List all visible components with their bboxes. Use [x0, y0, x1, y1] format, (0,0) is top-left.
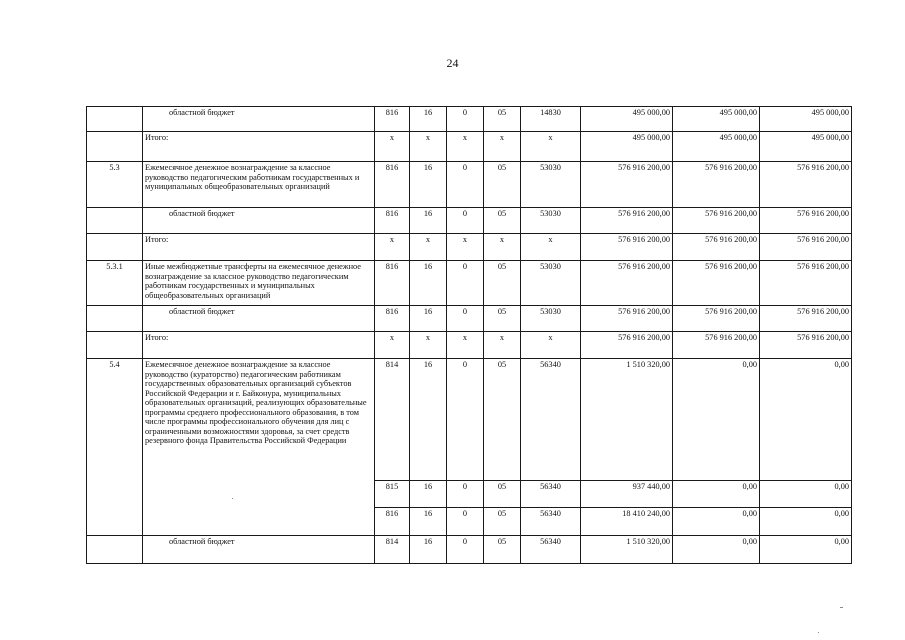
row-number-cell [87, 536, 143, 564]
table-row [87, 332, 852, 359]
amount-year2-cell: 576 916 200,00 [673, 306, 760, 332]
grbs-code-cell: 816 [375, 107, 410, 132]
amount-year3-cell: 0,00 [760, 536, 852, 564]
description-cell: областной бюджет [143, 306, 375, 332]
amount-year2-cell: 0,00 [673, 536, 760, 564]
amount-year2-cell: 0,00 [673, 481, 760, 508]
row-number-cell [87, 332, 143, 359]
amount-year3-cell: 576 916 200,00 [760, 162, 852, 208]
description-cell: областной бюджет [143, 208, 375, 234]
expense-type-cell: 56340 [521, 359, 581, 481]
row-number-cell: 5.3 [87, 162, 143, 208]
grbs-code-cell: x [375, 234, 410, 261]
amount-year1-cell: 576 916 200,00 [581, 261, 673, 306]
scan-speck [232, 498, 233, 499]
amount-year1-cell: 937 440,00 [581, 481, 673, 508]
expense-type-cell: 53030 [521, 261, 581, 306]
table-row [87, 162, 852, 208]
description-cell: Ежемесячное денежное вознаграждение за классное руководство педагогическим работникам государственных и муниципальных общеобразовательных организаций [143, 162, 375, 208]
expense-type-cell: 56340 [521, 481, 581, 508]
target-code-cell: 05 [484, 208, 521, 234]
description-cell: Итого: [143, 132, 375, 162]
amount-year1-cell: 495 000,00 [581, 107, 673, 132]
section-code-cell: x [410, 234, 447, 261]
amount-year1-cell: 1 510 320,00 [581, 536, 673, 564]
budget-table [86, 106, 852, 564]
table-row [87, 234, 852, 261]
grbs-code-cell: 816 [375, 306, 410, 332]
target-code-cell: x [484, 234, 521, 261]
description-cell: областной бюджет [143, 107, 375, 132]
subsection-code-cell: 0 [447, 481, 484, 508]
description-cell: Итого: [143, 332, 375, 359]
table-row [87, 306, 852, 332]
row-number-cell [87, 234, 143, 261]
grbs-code-cell: 815 [375, 481, 410, 508]
expense-type-cell: x [521, 234, 581, 261]
amount-year2-cell: 0,00 [673, 359, 760, 481]
table-row [87, 261, 852, 306]
section-code-cell: 16 [410, 536, 447, 564]
amount-year1-cell: 576 916 200,00 [581, 332, 673, 359]
description-cell: областной бюджет [143, 536, 375, 564]
target-code-cell: 05 [484, 306, 521, 332]
expense-type-cell: 53030 [521, 208, 581, 234]
amount-year2-cell: 576 916 200,00 [673, 234, 760, 261]
target-code-cell: 05 [484, 261, 521, 306]
amount-year2-cell: 0,00 [673, 508, 760, 536]
amount-year2-cell: 576 916 200,00 [673, 162, 760, 208]
section-code-cell: 16 [410, 481, 447, 508]
description-cell: Ежемесячное денежное вознаграждение за классное руководство (кураторство) педагогическим работникам государственных образовательных организаций субъектов Российской Федерации и г. Байконура, муниципальных образовательных организаций, реализующих образовательные программы среднего профессионального образования, в том числе программы профессионального обучения для лиц с ограниченными возможностями здоровья, за счет средств резервного фонда Правительства Российской Федерации [143, 359, 375, 536]
expense-type-cell: 53030 [521, 306, 581, 332]
amount-year3-cell: 495 000,00 [760, 107, 852, 132]
section-code-cell: 16 [410, 306, 447, 332]
amount-year2-cell: 576 916 200,00 [673, 332, 760, 359]
target-code-cell: 05 [484, 359, 521, 481]
row-number-cell [87, 132, 143, 162]
grbs-code-cell: x [375, 332, 410, 359]
subsection-code-cell: 0 [447, 536, 484, 564]
amount-year3-cell: 576 916 200,00 [760, 332, 852, 359]
amount-year3-cell: 576 916 200,00 [760, 234, 852, 261]
row-number-cell [87, 208, 143, 234]
expense-type-cell: 53030 [521, 162, 581, 208]
amount-year1-cell: 1 510 320,00 [581, 359, 673, 481]
target-code-cell: x [484, 332, 521, 359]
subsection-code-cell: x [447, 132, 484, 162]
amount-year3-cell: 0,00 [760, 481, 852, 508]
scan-speck [840, 607, 843, 608]
grbs-code-cell: 816 [375, 162, 410, 208]
subsection-code-cell: 0 [447, 261, 484, 306]
target-code-cell: 05 [484, 107, 521, 132]
expense-type-cell: x [521, 332, 581, 359]
grbs-code-cell: 814 [375, 359, 410, 481]
amount-year3-cell: 0,00 [760, 359, 852, 481]
row-number-cell: 5.3.1 [87, 261, 143, 306]
subsection-code-cell: 0 [447, 306, 484, 332]
amount-year3-cell: 576 916 200,00 [760, 208, 852, 234]
amount-year3-cell: 576 916 200,00 [760, 306, 852, 332]
page-number: 24 [446, 56, 459, 70]
amount-year1-cell: 576 916 200,00 [581, 234, 673, 261]
section-code-cell: 16 [410, 359, 447, 481]
target-code-cell: 05 [484, 481, 521, 508]
target-code-cell: 05 [484, 508, 521, 536]
amount-year1-cell: 576 916 200,00 [581, 208, 673, 234]
amount-year1-cell: 576 916 200,00 [581, 306, 673, 332]
row-number-cell [87, 306, 143, 332]
section-code-cell: 16 [410, 162, 447, 208]
table-row [87, 536, 852, 564]
amount-year2-cell: 576 916 200,00 [673, 208, 760, 234]
section-code-cell: 16 [410, 208, 447, 234]
section-code-cell: x [410, 332, 447, 359]
grbs-code-cell: 816 [375, 208, 410, 234]
subsection-code-cell: 0 [447, 208, 484, 234]
expense-type-cell: 56340 [521, 536, 581, 564]
grbs-code-cell: x [375, 132, 410, 162]
target-code-cell: x [484, 132, 521, 162]
description-cell: Итого: [143, 234, 375, 261]
amount-year3-cell: 495 000,00 [760, 132, 852, 162]
section-code-cell: 16 [410, 508, 447, 536]
amount-year3-cell: 576 916 200,00 [760, 261, 852, 306]
amount-year2-cell: 495 000,00 [673, 107, 760, 132]
expense-type-cell: 56340 [521, 508, 581, 536]
row-number-cell: 5.4 [87, 359, 143, 536]
amount-year2-cell: 576 916 200,00 [673, 261, 760, 306]
subsection-code-cell: 0 [447, 359, 484, 481]
table-row [87, 132, 852, 162]
grbs-code-cell: 816 [375, 508, 410, 536]
subsection-code-cell: x [447, 332, 484, 359]
section-code-cell: 16 [410, 107, 447, 132]
grbs-code-cell: 816 [375, 261, 410, 306]
table-body [87, 107, 852, 564]
subsection-code-cell: x [447, 234, 484, 261]
subsection-code-cell: 0 [447, 107, 484, 132]
amount-year3-cell: 0,00 [760, 508, 852, 536]
amount-year1-cell: 18 410 240,00 [581, 508, 673, 536]
description-cell: Иные межбюджетные трансферты на ежемесячное денежное вознаграждение за классное руководство педагогическим работникам государственных и муниципальных общеобразовательных организаций [143, 261, 375, 306]
subsection-code-cell: 0 [447, 508, 484, 536]
table-row [87, 359, 852, 481]
table-row [87, 208, 852, 234]
target-code-cell: 05 [484, 162, 521, 208]
amount-year2-cell: 495 000,00 [673, 132, 760, 162]
amount-year1-cell: 576 916 200,00 [581, 162, 673, 208]
row-number-cell [87, 107, 143, 132]
target-code-cell: 05 [484, 536, 521, 564]
section-code-cell: x [410, 132, 447, 162]
subsection-code-cell: 0 [447, 162, 484, 208]
section-code-cell: 16 [410, 261, 447, 306]
expense-type-cell: 14830 [521, 107, 581, 132]
scan-speck [818, 632, 819, 633]
table-row [87, 107, 852, 132]
expense-type-cell: x [521, 132, 581, 162]
grbs-code-cell: 814 [375, 536, 410, 564]
amount-year1-cell: 495 000,00 [581, 132, 673, 162]
